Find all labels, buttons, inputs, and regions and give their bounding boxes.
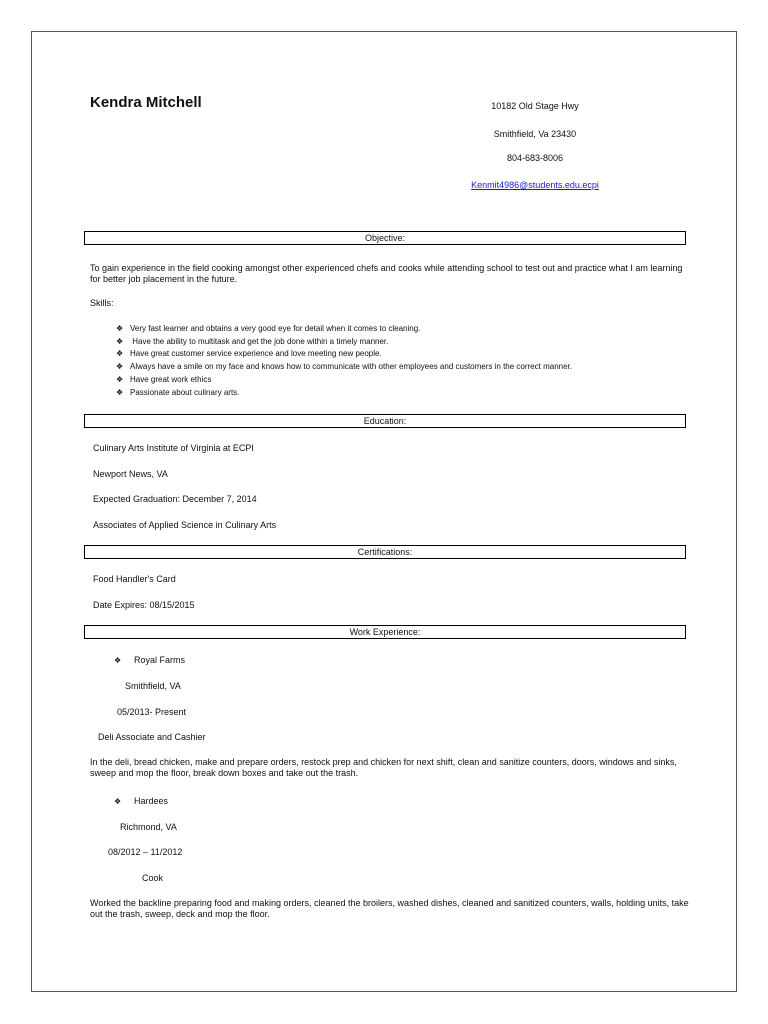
job-dates: 08/2012 – 11/2012 <box>108 847 183 857</box>
education-school: Culinary Arts Institute of Virginia at ECPI <box>93 443 254 453</box>
skill-item: ❖ Have the ability to multitask and get the job done within a timely manner. <box>116 337 389 346</box>
skill-item: ❖ Have great work ethics <box>116 375 212 384</box>
job-dates: 05/2013- Present <box>117 707 187 717</box>
contact-city: Smithfield, Va 23430 <box>493 129 577 139</box>
skill-item: ❖ Have great customer service experience and love meeting new people. <box>116 349 382 358</box>
contact-phone: 804-683-8006 <box>506 153 564 163</box>
contact-address: 10182 Old Stage Hwy <box>491 101 579 111</box>
bullet-icon: ❖ <box>116 362 124 371</box>
job-description: Worked the backline preparing food and making orders, cleaned the broilers, washed dishes, cleaned and sanitized counters, walls, holding units, take out the trash, sweep, deck and mop the floor. <box>90 898 689 919</box>
skills-label: Skills: <box>90 298 114 308</box>
objective-text: To gain experience in the field cooking amongst other experienced chefs and cooks while attending school to test out and practice what I am learning for better job placement in the future. <box>90 263 683 284</box>
job-title: Cook <box>142 873 164 883</box>
contact-email-link[interactable]: Kenmit4986@students.edu.ecpi <box>471 180 599 190</box>
job-description: In the deli, bread chicken, make and prepare orders, restock prep and chicken for next shift, clean and sanitize counters, doors, windows and sinks, sweep and mop the floor, break down boxes and take out the trash. <box>90 757 677 778</box>
education-heading: Education: <box>84 414 686 428</box>
job-employer: ❖ Royal Farms <box>114 655 186 665</box>
job-employer: ❖ Hardees <box>114 796 169 806</box>
certifications-heading: Certifications: <box>84 545 686 559</box>
bullet-icon: ❖ <box>114 656 122 665</box>
skill-item: ❖ Always have a smile on my face and knows how to communicate with other employees and customers in the correct manner. <box>116 362 572 371</box>
education-graduation: Expected Graduation: December 7, 2014 <box>93 494 257 504</box>
bullet-icon: ❖ <box>116 324 124 333</box>
job-location: Richmond, VA <box>120 822 177 832</box>
certification-card: Food Handler's Card <box>93 574 176 584</box>
skill-item: ❖ Very fast learner and obtains a very good eye for detail when it comes to cleaning. <box>116 324 421 333</box>
bullet-icon: ❖ <box>116 375 124 384</box>
bullet-icon: ❖ <box>116 349 124 358</box>
job-title: Deli Associate and Cashier <box>98 732 206 742</box>
education-degree: Associates of Applied Science in Culinary Arts <box>93 520 277 530</box>
bullet-icon: ❖ <box>116 337 124 346</box>
job-location: Smithfield, VA <box>125 681 181 691</box>
skill-item: ❖ Passionate about culinary arts. <box>116 388 240 397</box>
bullet-icon: ❖ <box>114 797 122 806</box>
work-experience-heading: Work Experience: <box>84 625 686 639</box>
certification-expires: Date Expires: 08/15/2015 <box>93 600 195 610</box>
bullet-icon: ❖ <box>116 388 124 397</box>
education-location: Newport News, VA <box>93 469 168 479</box>
objective-heading: Objective: <box>84 231 686 245</box>
applicant-name: Kendra Mitchell <box>90 94 202 111</box>
